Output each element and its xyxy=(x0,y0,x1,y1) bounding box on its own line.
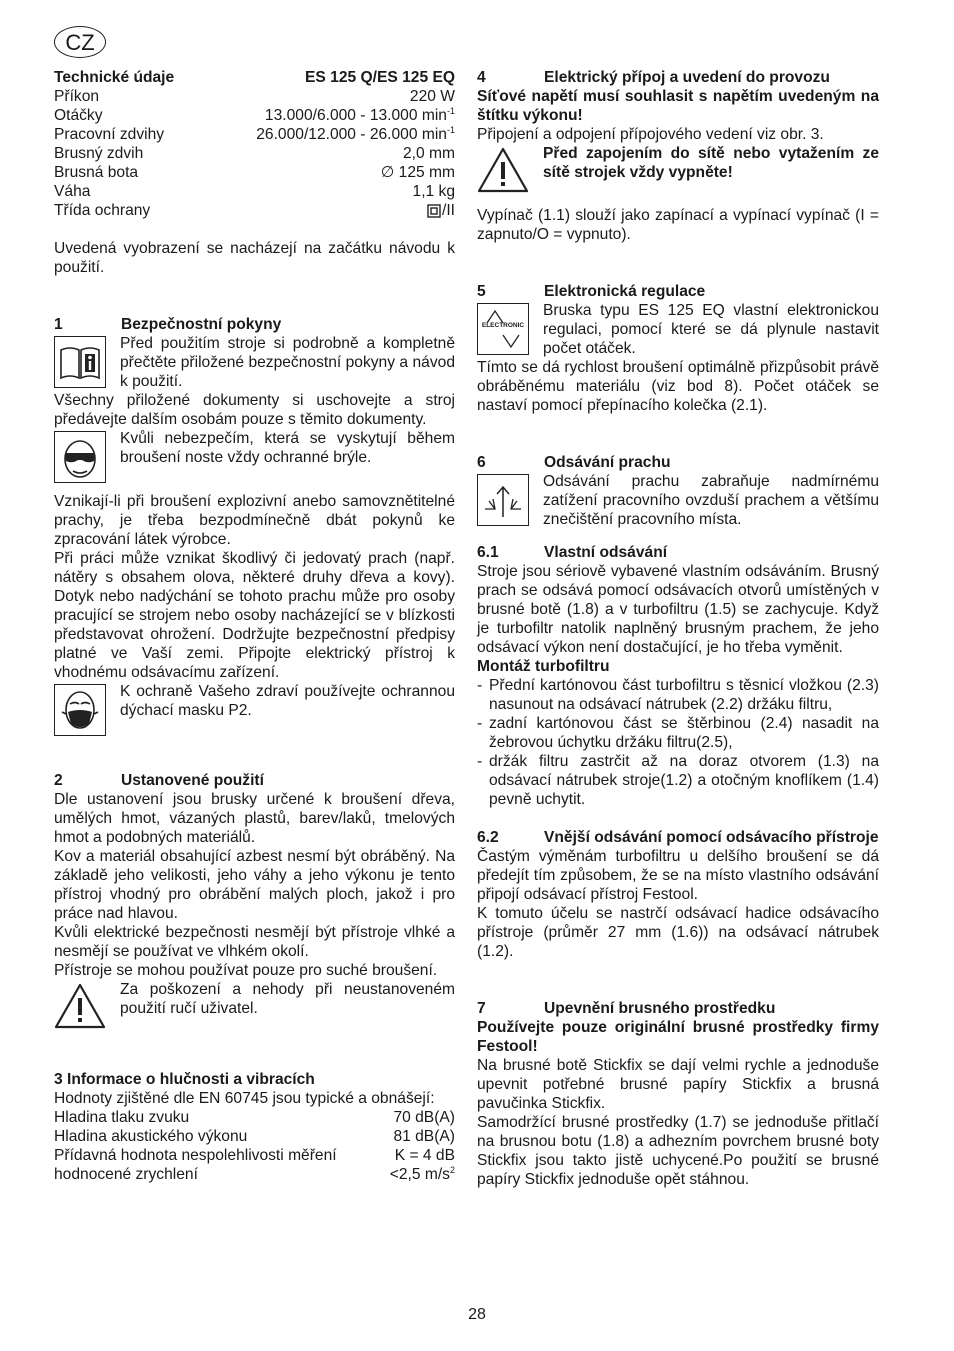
s5-p1: Bruska typu ES 125 EQ vlastní elektronickou regulaci, pomocí které se dá plynule nastavit počet otáček. xyxy=(543,302,879,357)
tech-row: Váha 1,1 kg xyxy=(54,183,455,200)
s4-p2: Vypínač (1.1) slouží jako zapínací a vypínací vypínač (I = zapnuto/O = vypnuto). xyxy=(477,207,879,243)
section-heading-6-2: 6.2 Vnější odsávání pomocí odsávacího přístroje xyxy=(477,829,879,846)
tech-row: Třída ochrany /II xyxy=(54,202,455,219)
section-heading-3: 3 Informace o hlučnosti a vibracích xyxy=(54,1071,315,1088)
s2-p4: Přístroje se mohou používat pouze pro suché broušení. xyxy=(54,962,438,979)
tech-row: Otáčky 13.000/6.000 - 13.000 $\min^{-1}$ xyxy=(54,105,455,124)
s62-p2: K tomuto účelu se nastrčí odsávací hadice odsávacího přístroje (průměr 27 mm (1.6)) na odsávací nátrubek (1.2). xyxy=(477,905,879,960)
noise-row: Přídavná hodnota nespolehlivosti měření K = 4 dB xyxy=(54,1147,455,1164)
section-heading-4: 4 Elektrický přípoj a uvedení do provozu xyxy=(477,69,830,86)
s5-p2: Tímto se dá rychlost broušení optimálně přizpůsobit právě obráběnému materiálu (viz bod 8). Počet otáček se nastaví pomocí přepínacího kolečka (2.1). xyxy=(477,359,879,414)
tech-title: Technické údaje xyxy=(54,69,175,86)
warning-icon xyxy=(54,982,106,1030)
s4-bold: Síťové napětí musí souhlasit s napětím uvedeným na štítku výkonu! xyxy=(477,88,879,124)
s1-p3: Kvůli nebezpečím, která se vyskytují během broušení noste vždy ochranné brýle. xyxy=(120,430,455,466)
section-heading-6: 6 Odsávání prachu xyxy=(477,454,671,471)
tech-row: Příkon 220 W xyxy=(54,88,455,105)
right-column xyxy=(477,68,879,1189)
tech-row: Brusná bota ∅ 125 mm xyxy=(54,164,455,181)
section-heading-7: 7 Upevnění brusného prostředku xyxy=(477,1000,776,1017)
noise-row: Hladina akustického výkonu 81 dB(A) xyxy=(54,1128,455,1145)
language-badge: CZ xyxy=(54,26,106,58)
s7-p1: Na brusné botě Stickfix se dají velmi rychle a jednoduše upevnit potřebné brusné papíry Stickfix a brusná pavučinka Stickfix. xyxy=(477,1057,879,1112)
s4-warning: Před zapojením do sítě nebo vytažením ze sítě strojek vždy vypněte! xyxy=(543,145,879,181)
s7-p2: Samodržící brusné prostředky (1.7) se jednoduše přitlačí na brusnou botu (1.8) a adhezním povrchem brusné boty Stickfix jsou takto jistě uchycené.Po použití se brusné papíry Stickfix jednoduše opět stáhnou. xyxy=(477,1114,879,1188)
list-item: - Přední kartónovou část turbofiltru s těsnicí vložkou (2.3) nasunout na odsávací nátrubek (2.2) držáku filtru, xyxy=(477,677,879,713)
s61-p1: Stroje jsou sériově vybavené vlastním odsáváním. Brusný prach se odsává pomocí odsávacích otvorů umístěných v brusné botě (1.8) a v turbofiltru (1.5) se zachycuje. Když je turbofiltr natolik naplněný brusným prachem, že jeho odsávací výkon není dostačující, je ho třeba vyměnit. xyxy=(477,563,879,656)
s2-p3: Kvůli elektrické bezpečnosti nesmějí být přístroje vlhké a nesmějí se používat ve vlhkém okolí. xyxy=(54,924,455,960)
double-insulation-icon xyxy=(427,204,441,218)
s7-bold: Používejte pouze originální brusné prostředky firmy Festool! xyxy=(477,1019,879,1055)
s1-p2: Všechny přiložené dokumenty si uschovejte a stroj předávejte dalším osobám pouze s těmito dokumenty. xyxy=(54,392,455,428)
tech-model: ES 125 Q/ES 125 EQ xyxy=(305,69,455,86)
section-heading-1: 1 Bezpečnostní pokyny xyxy=(54,316,282,333)
s2-p1: Dle ustanovení jsou brusky určené k broušení dřeva, umělých hmot, vázaných plastů, barev/laků, tmelových hmot a podobných materiálů. xyxy=(54,791,455,846)
tech-note: Uvedená vyobrazení se nacházejí na začátku návodu k použití. xyxy=(54,240,455,276)
tech-row: Pracovní zdvihy 26.000/12.000 - 26.000 $\min^{-1}$ xyxy=(54,124,455,143)
electronic-icon xyxy=(477,303,529,355)
noise-row: hodnocené zrychlení <2,5 $m/s^2$ xyxy=(54,1164,455,1183)
s1-p5: Při práci může vznikat škodlivý či jedovatý prach (např. nátěry s obsahem olova, některé druhy dřeva a kovy). Dotyk nebo nadýchání se tohoto prachu může pro osoby pracující se strojem nebo osoby nacházející se v blízkosti představovat ohrožení. Dodržujte bezpečnostní předpisy platné ve Vaší zemi. Připojte elektrický přístroj k vhodnému odsávacímu zařízení. xyxy=(54,550,455,681)
page-number: 28 xyxy=(468,1306,486,1323)
section-heading-2: 2 Ustanovené použití xyxy=(54,772,264,789)
s1-p6: K ochraně Vašeho zdraví používejte ochrannou dýchací masku P2. xyxy=(120,683,455,719)
s2-p2: Kov a materiál obsahující azbest nesmí být obráběný. Na základě jeho velikosti, jeho váhy a jeho výkonu je tento přístroj vhodný pro obrábění malých ploch, jakož i pro práce nad hlavou. xyxy=(54,848,455,922)
read-manual-icon xyxy=(54,336,106,388)
s3-intro: Hodnoty zjištěné dle EN 60745 jsou typické a obnášejí: xyxy=(54,1090,435,1107)
section-heading-6-1: 6.1 Vlastní odsávání xyxy=(477,544,668,561)
noise-row: Hladina tlaku zvuku 70 dB(A) xyxy=(54,1109,455,1126)
warning-icon xyxy=(477,146,529,194)
list-item: - držák filtru zastrčit až na doraz otvorem (1.3) na odsávací nátrubek stroje(1.2) a otočným knoflíkem (1.4) pevně uchytit. xyxy=(477,753,879,808)
s62-p1: Častým výměnám turbofiltru u delšího broušení se dá předejít tím způsobem, že se na místo vlastního odsávání připojí odsávací přístroj Festool. xyxy=(477,848,879,903)
s1-p4: Vznikají-li při broušení explozivní anebo samovznětitelné prachy, je třeba bezpodmínečně dbát pokynů ke zpracování látek výrobce. xyxy=(54,493,455,548)
s4-p1: Připojení a odpojení přípojového vedení viz obr. 3. xyxy=(477,126,824,143)
section-heading-5: 5 Elektronická regulace xyxy=(477,283,706,300)
tech-row: Brusný zdvih 2,0 mm xyxy=(54,145,455,162)
left-column xyxy=(54,68,455,1184)
tech-header xyxy=(54,68,455,87)
list-item: - zadní kartónovou část se štěrbinou (2.4) nasadit na žebrovou úchytku držáku filtru(2.5), xyxy=(477,715,879,751)
safety-glasses-icon xyxy=(54,431,106,483)
s1-p1: Před použitím stroje si podrobně a kompletně přečtěte přiložené bezpečnostní pokyny a návod k použití. xyxy=(120,335,455,390)
s6-p1: Odsávání prachu zabraňuje nadmírnému zatížení pracovního ovzduší prachem a většímu znečištění pracovního místa. xyxy=(543,473,879,528)
dust-mask-icon xyxy=(54,684,106,736)
s2-p5: Za poškození a nehody při neustanoveném použití ručí uživatel. xyxy=(120,981,455,1017)
dust-extraction-icon xyxy=(477,474,529,526)
s61-mount-title: Montáž turbofiltru xyxy=(477,658,610,675)
electronic-icon-label: ELECTRONIC xyxy=(481,322,525,329)
